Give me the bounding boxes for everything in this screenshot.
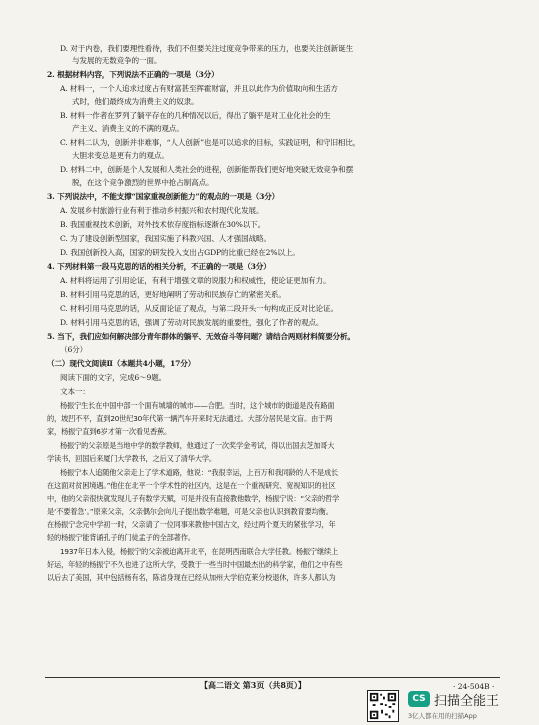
text-line: 以后去了美国，其中包括杨有名，陈省身现在已经从加州大学伯克莱分校退休，许多人都认为 [47,573,336,582]
text-line: 家，杨振宁直到6岁才第一次看见香蕉。 [47,427,172,436]
text-line: 1937年日本入侵，杨振宁的父亲被迫离开北平，在昆明西南联合大学任教。杨振宁继续上 [60,547,339,556]
text-line: 轻的杨振宁能背诵孔子的门徒孟子的全部著作。 [47,533,195,542]
cs-logo-icon: CS [408,691,430,707]
text-line: 产主义、消费主义的不满的观点。 [72,124,184,133]
text-line: A. 材料将运用了引用论证，有利于增强文章的说服力和权威性，使论证更加有力。 [60,276,331,285]
text-line: A. 发展乡村旅游行业有利于推动乡村振兴和农村现代化发展。 [60,206,264,215]
text-line: 是‘不要着急’。”原来父亲，父亲偶尔会向儿子提出数学难题，可是父亲也认识到教育要均衡。 [47,507,333,516]
text-line: B. 材料引用马克思的话，更好地阐明了劳动和民族存亡的紧密关系。 [60,290,286,299]
text-line: 脱，在这个竞争激烈的世界中抢占制高点。 [72,178,214,187]
text-line: 与发展的无数竞争的一面。 [72,56,162,65]
text-line: （二）现代文阅读Ⅱ（本题共4小题，17分） [47,359,196,368]
text-line: B. 我国重视技术创新，对外技术依存度指标逐渐在30%以下。 [60,220,266,229]
text-line: A. 材料一，一个人追求过度占有财富甚至挥霍财富，并且以此作为价值取向和生活方 [60,84,338,93]
text-line: 4. 下列材料第一段马克思的话的相关分析，不正确的一项是（3分） [47,262,271,271]
scanner-app-name: 扫描全能王 [434,694,500,709]
text-line: 2. 根据材料内容，下列说法不正确的一项是（3分） [47,70,219,79]
text-line: 阅读下面的文字，完成6～9题。 [60,373,167,382]
text-line: 的，坡凹不平，直到20世纪30年代第一辆汽车开来时无法通过。大部分居民是文盲。由于两 [47,414,333,423]
text-line: B. 材料一作者在罗列了躺平存在的几种情况以后，得出了躺平是对工业化社会的生 [60,111,331,120]
text-line: 杨振宁生长在中国中部一个面有城墙的城市——合肥。当时，这个城市的街道是没有路面 [60,401,335,410]
qr-code-icon [367,690,399,722]
text-line: 文本一： [60,387,90,396]
footer-exam-code: · 24-504B · [453,682,495,691]
text-line: C. 材料引用马克思的话，从反面论证了观点，与第二段开头一句构成正反对比论证。 [60,304,338,313]
text-line: D. 对于内卷，我们要理性看待，我们不但要关注过度竞争带来的压力，也要关注创新诞生 [60,44,354,53]
text-line: D. 我国创新投入高，国家的研发投入支出占GDP的比重已经在2%以上。 [60,248,300,257]
text-line: 好运，年轻的杨振宁不久也进了这所大学，受教于一些当时中国最杰出的科学家，他们之中有些 [47,560,343,569]
footer-divider [45,677,500,678]
text-line: 中，他的父亲很快就发现儿子有数学天赋，可是并没有直接教他数学，杨振宁说：“父亲的哲学 [47,494,340,503]
text-line: （6分） [60,345,88,354]
text-line: D. 材料二中，创新是个人发展和人类社会的进程，创新能帮我们更好地突破无效竞争和摆 [60,165,354,174]
text-line: 在杨振宁念完中学初一时，父亲请了一位同事来教他中国古文，经过两个夏天的紧张学习，年 [47,520,336,529]
text-line: C. 材料二认为，创新并非难事，“人人创新”也是可以追求的目标，实践证明，和守旧相比， [60,138,361,147]
text-line: 3. 下列说法中，不能支撑“国家重视创新能力”的观点的一项是（3分） [47,192,280,201]
text-line: D. 材料引用马克思的话，强调了劳动对民族发展的重要性，强化了作者的观点。 [60,318,324,327]
text-line: 5. 当下，我们应如何解决部分青年群体的躺平、无效奋斗等问题？请结合两则材料简要分析。 [47,332,355,341]
text-line: 杨振宁本人追随他父亲走上了学术道路，他说：“我很幸运，上百万和我同龄的人不是成长 [60,468,339,477]
text-line: 式时，他们最终成为消费主义的奴隶。 [72,97,199,106]
text-line: 学读书，回国后来厦门大学教书，之后又了清华大学。 [47,454,216,463]
scanner-app-tagline: 3亿人都在用的扫描App [408,712,477,720]
text-line: 杨振宁的父亲原是当地中学的数学教师，他通过了一次奖学金考试，得以出国去芝加哥大 [60,441,335,450]
text-line: 在这面对贫困境遇。”他住在北平一个学术性的社区内，这是在一个重视研究、宽视知识的社区 [47,481,336,490]
text-line: C. 为了建设创新型国家，我国实施了科教兴国、人才强国战略。 [60,234,271,243]
text-line: 大胆求变总是更有力的观点。 [72,151,169,160]
footer-page-label: 【高二语文 第3页（共8页）】 [200,680,306,690]
